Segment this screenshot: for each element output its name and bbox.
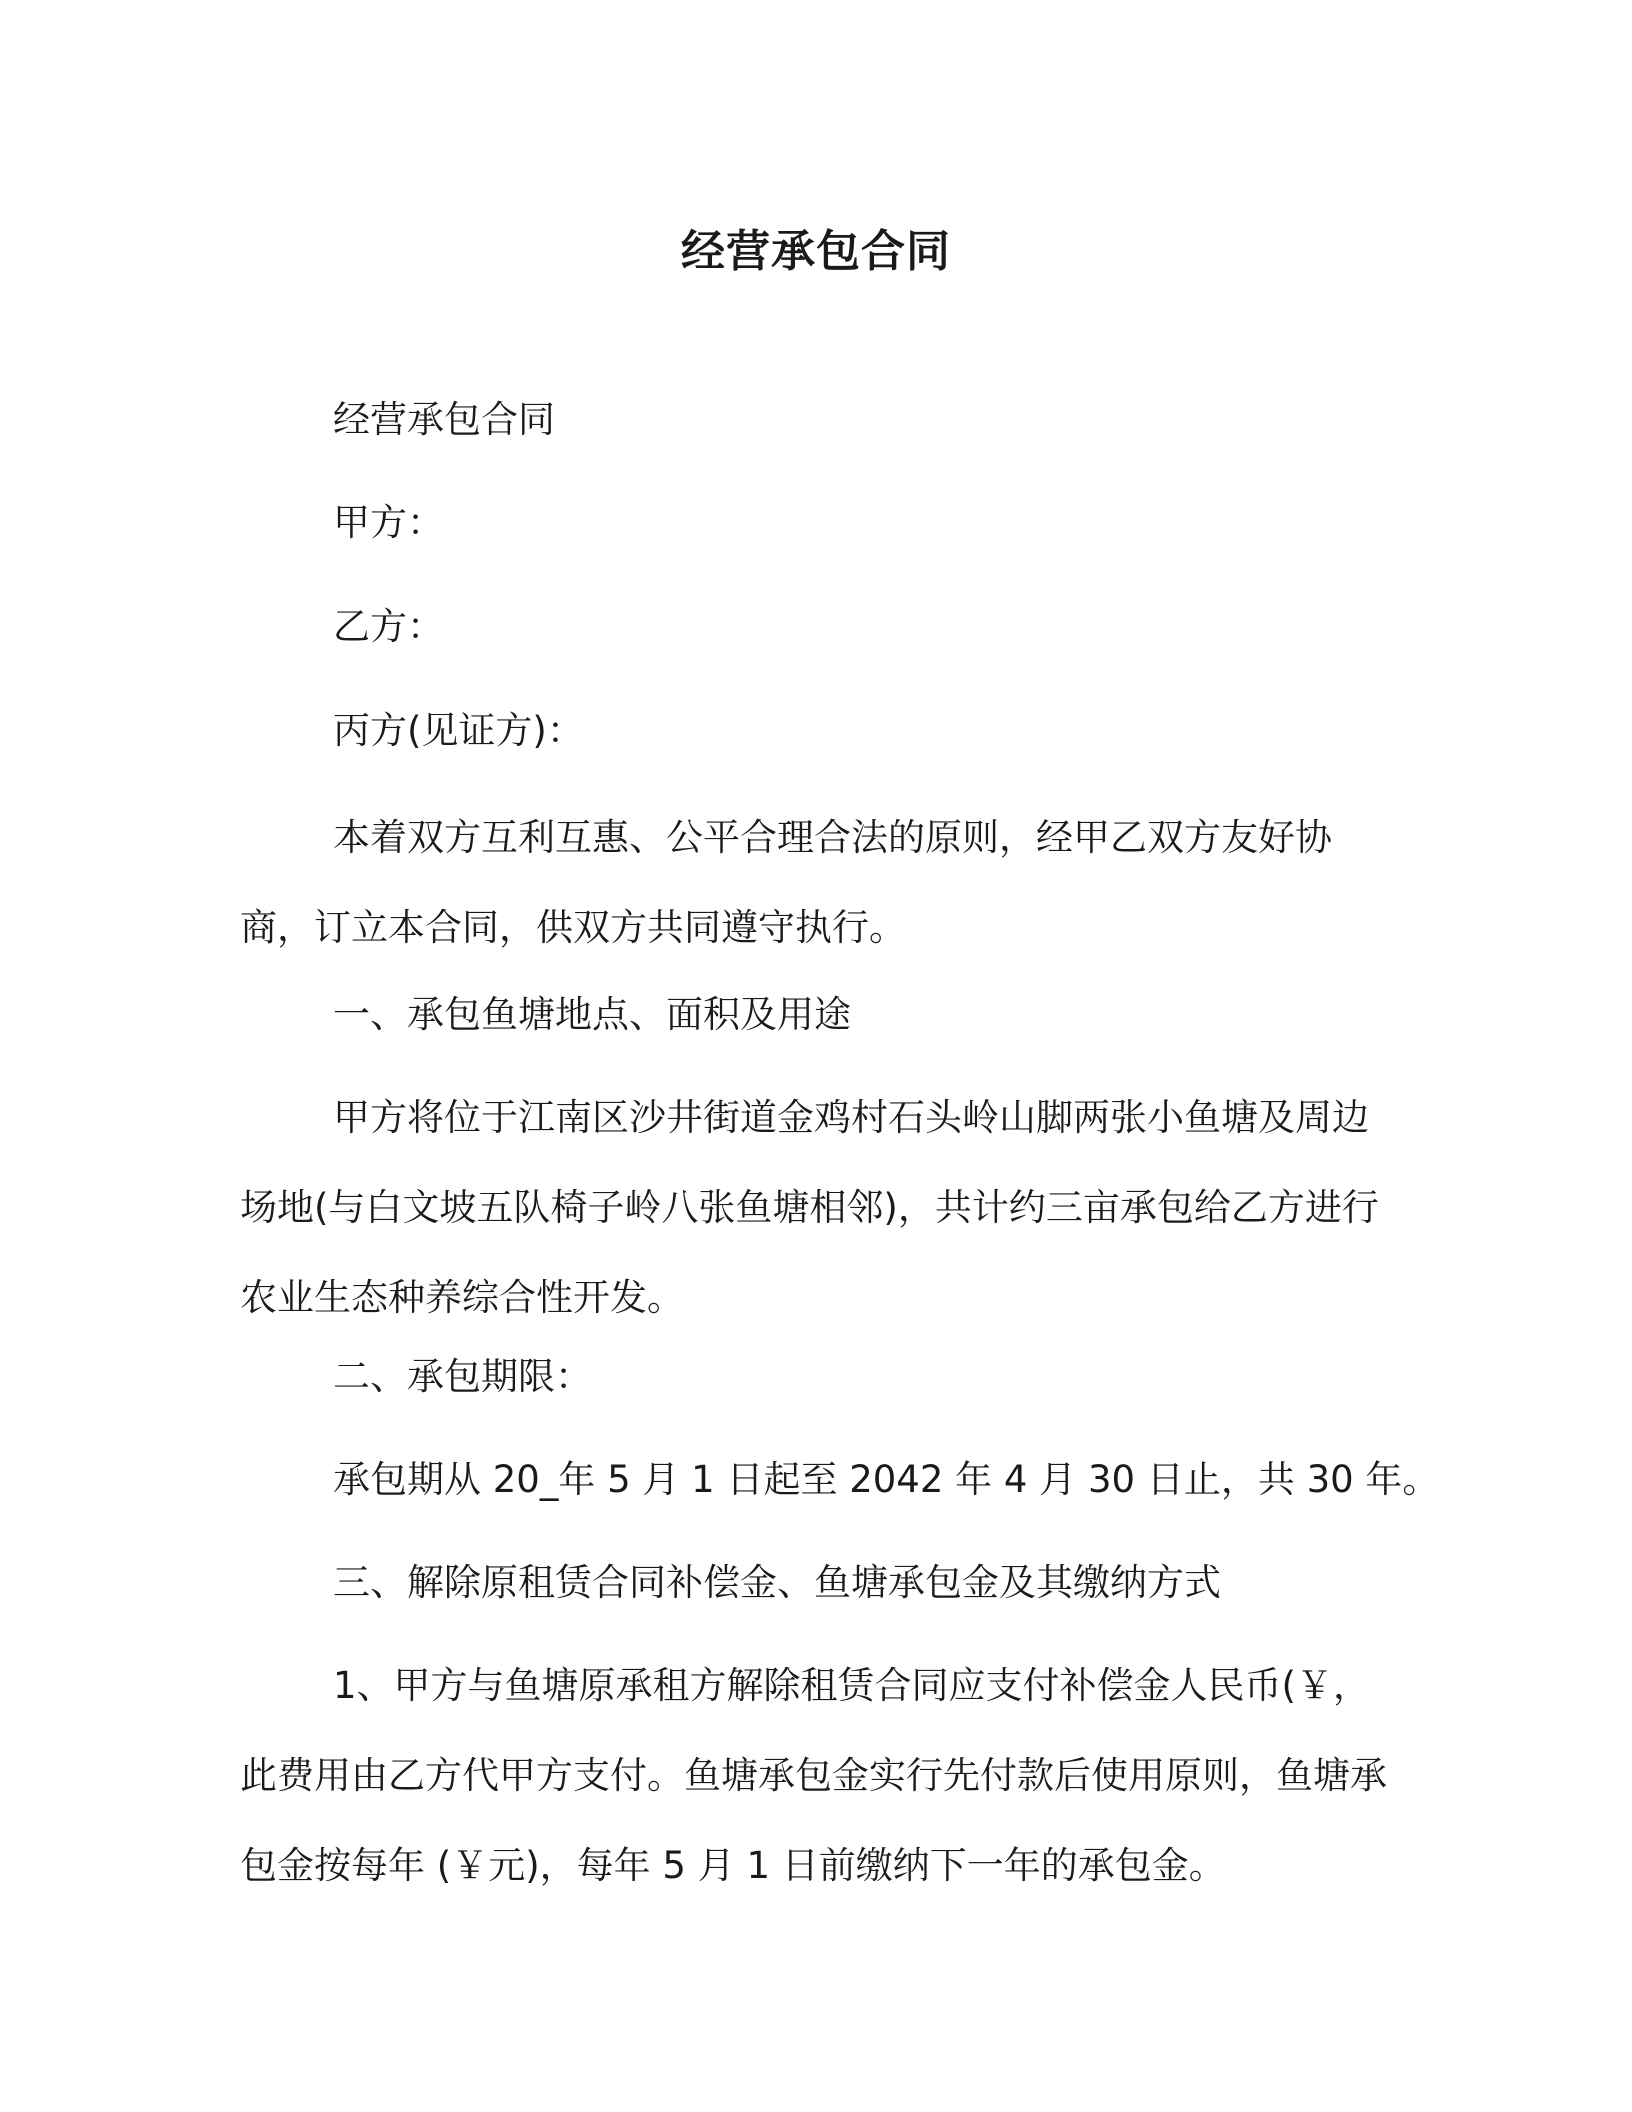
section2-body: 承包期从 20_年 5 月 1 日起至 2042 年 4 月 30 日止，共 30 年。 <box>333 1458 1440 1501</box>
section3-item1: 1、甲方与鱼塘原承租方解除租赁合同应支付补偿金人民币(￥，此费用由乙方代甲方支付。鱼塘承包金实行先付款后使用原则，鱼塘承包金按每年 (￥元)，每年 5 月 1 日前缴纳下一年的承包金。 <box>240 1664 1387 1887</box>
party-a-label: 甲方： <box>333 501 444 544</box>
section1-body: 甲方将位于江南区沙井街道金鸡村石头岭山脚两张小鱼塘及周边场地(与白文坡五队椅子岭八张鱼塘相邻)，共计约三亩承包给乙方进行农业生态种养综合性开发。 <box>240 1096 1379 1319</box>
party-c-label: 丙方(见证方)： <box>333 709 584 752</box>
intro-paragraph: 本着双方互利互惠、公平合理合法的原则，经甲乙双方友好协商，订立本合同，供双方共同遵守执行。 <box>240 816 1332 949</box>
contract-subtitle: 经营承包合同 <box>333 398 555 441</box>
party-b-label: 乙方： <box>333 605 444 648</box>
section2-heading: 二、承包期限： <box>333 1355 592 1398</box>
section1-heading: 一、承包鱼塘地点、面积及用途 <box>333 993 851 1036</box>
section3-heading: 三、解除原租赁合同补偿金、鱼塘承包金及其缴纳方式 <box>333 1561 1221 1604</box>
document-title: 经营承包合同 <box>681 226 951 277</box>
